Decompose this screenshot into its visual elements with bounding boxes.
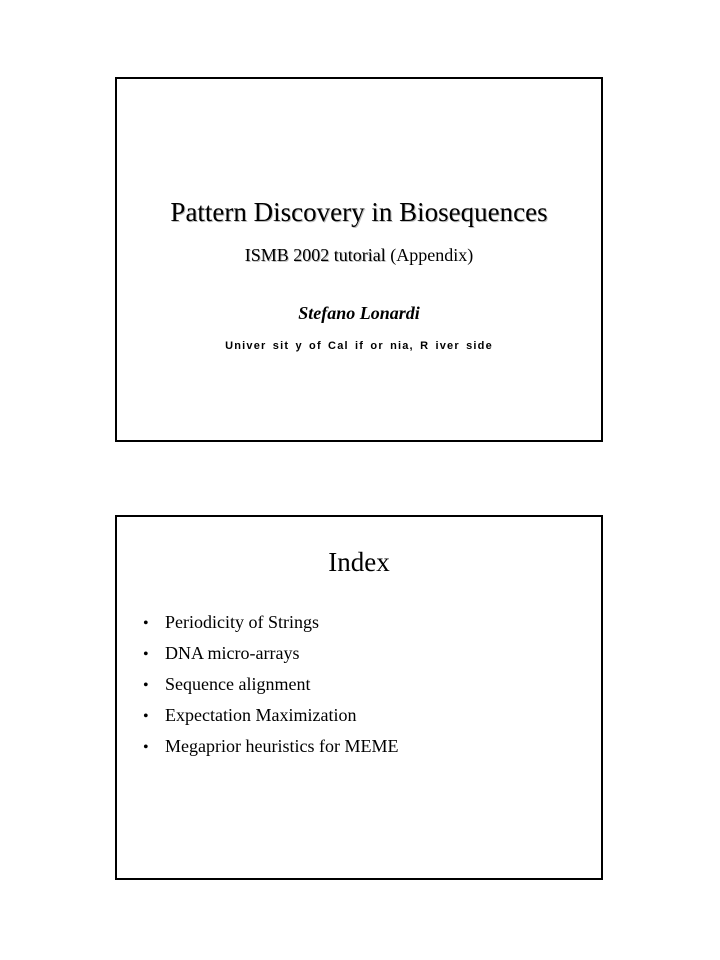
slide-subtitle xyxy=(117,246,601,264)
bullet-icon: • xyxy=(143,739,149,756)
list-item xyxy=(143,638,398,669)
list-item xyxy=(143,669,398,700)
bullet-icon: • xyxy=(143,646,149,663)
index-slide xyxy=(115,515,603,880)
list-item-label: Megaprior heuristics for MEME xyxy=(165,736,399,756)
slide-title: Pattern Discovery in Biosequences xyxy=(170,197,548,227)
subtitle-tutorial: ISMB 2002 tutorial xyxy=(244,245,386,265)
bullet-icon: • xyxy=(143,708,149,725)
list-item-label: DNA micro-arrays xyxy=(165,643,300,663)
author-affiliation: Univer sit y of Cal if or nia, R iver side xyxy=(225,340,493,352)
list-item xyxy=(143,607,398,638)
list-item-label: Periodicity of Strings xyxy=(165,612,319,632)
index-list xyxy=(143,607,398,762)
bullet-icon: • xyxy=(143,615,149,632)
author-name: Stefano Lonardi xyxy=(298,303,420,323)
bullet-icon: • xyxy=(143,677,149,694)
list-item-label: Sequence alignment xyxy=(165,674,311,694)
title-slide xyxy=(115,77,603,442)
index-title: Index xyxy=(328,547,390,577)
list-item xyxy=(143,731,398,762)
list-item xyxy=(143,700,398,731)
list-item-label: Expectation Maximization xyxy=(165,705,357,725)
subtitle-appendix: (Appendix) xyxy=(390,245,474,265)
